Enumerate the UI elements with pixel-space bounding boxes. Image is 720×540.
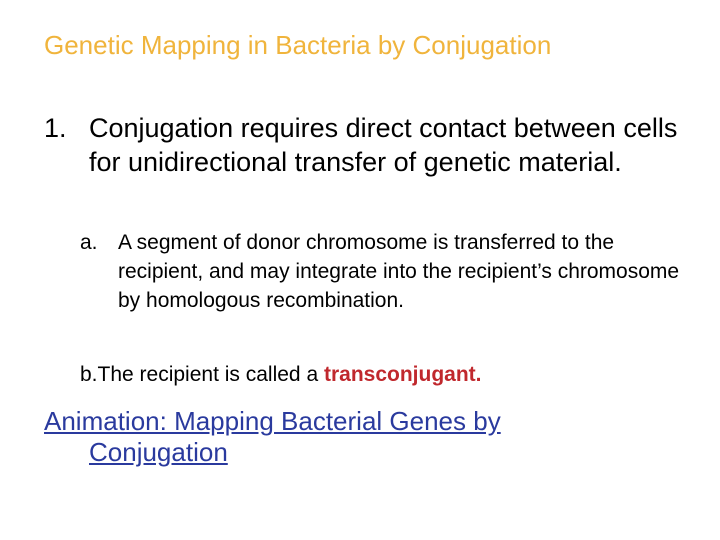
slide-title: Genetic Mapping in Bacteria by Conjugation: [44, 30, 552, 60]
animation-link[interactable]: [44, 406, 664, 468]
sub-point-a-marker: a.: [80, 231, 98, 254]
numbered-point-1: [44, 111, 694, 179]
transconjugant-term: transconjugant.: [323, 363, 482, 386]
sub-point-b-text: The recipient is called a: [97, 363, 324, 386]
sub-point-a: [80, 228, 690, 315]
sub-point-b-marker: b.: [80, 363, 98, 386]
sub-point-a-text: A segment of donor chromosome is transferred to the recipient, and may integrate into the recipient’s chromosome by homologous recombination.: [118, 231, 680, 312]
animation-link-line-1[interactable]: Animation: Mapping Bacterial Genes by: [44, 406, 501, 436]
sub-point-b: [80, 360, 690, 389]
point-text: Conjugation requires direct contact between cells for unidirectional transfer of genetic material.: [89, 113, 678, 177]
animation-link-line-2[interactable]: Conjugation: [89, 437, 228, 467]
point-number: 1.: [44, 113, 67, 143]
